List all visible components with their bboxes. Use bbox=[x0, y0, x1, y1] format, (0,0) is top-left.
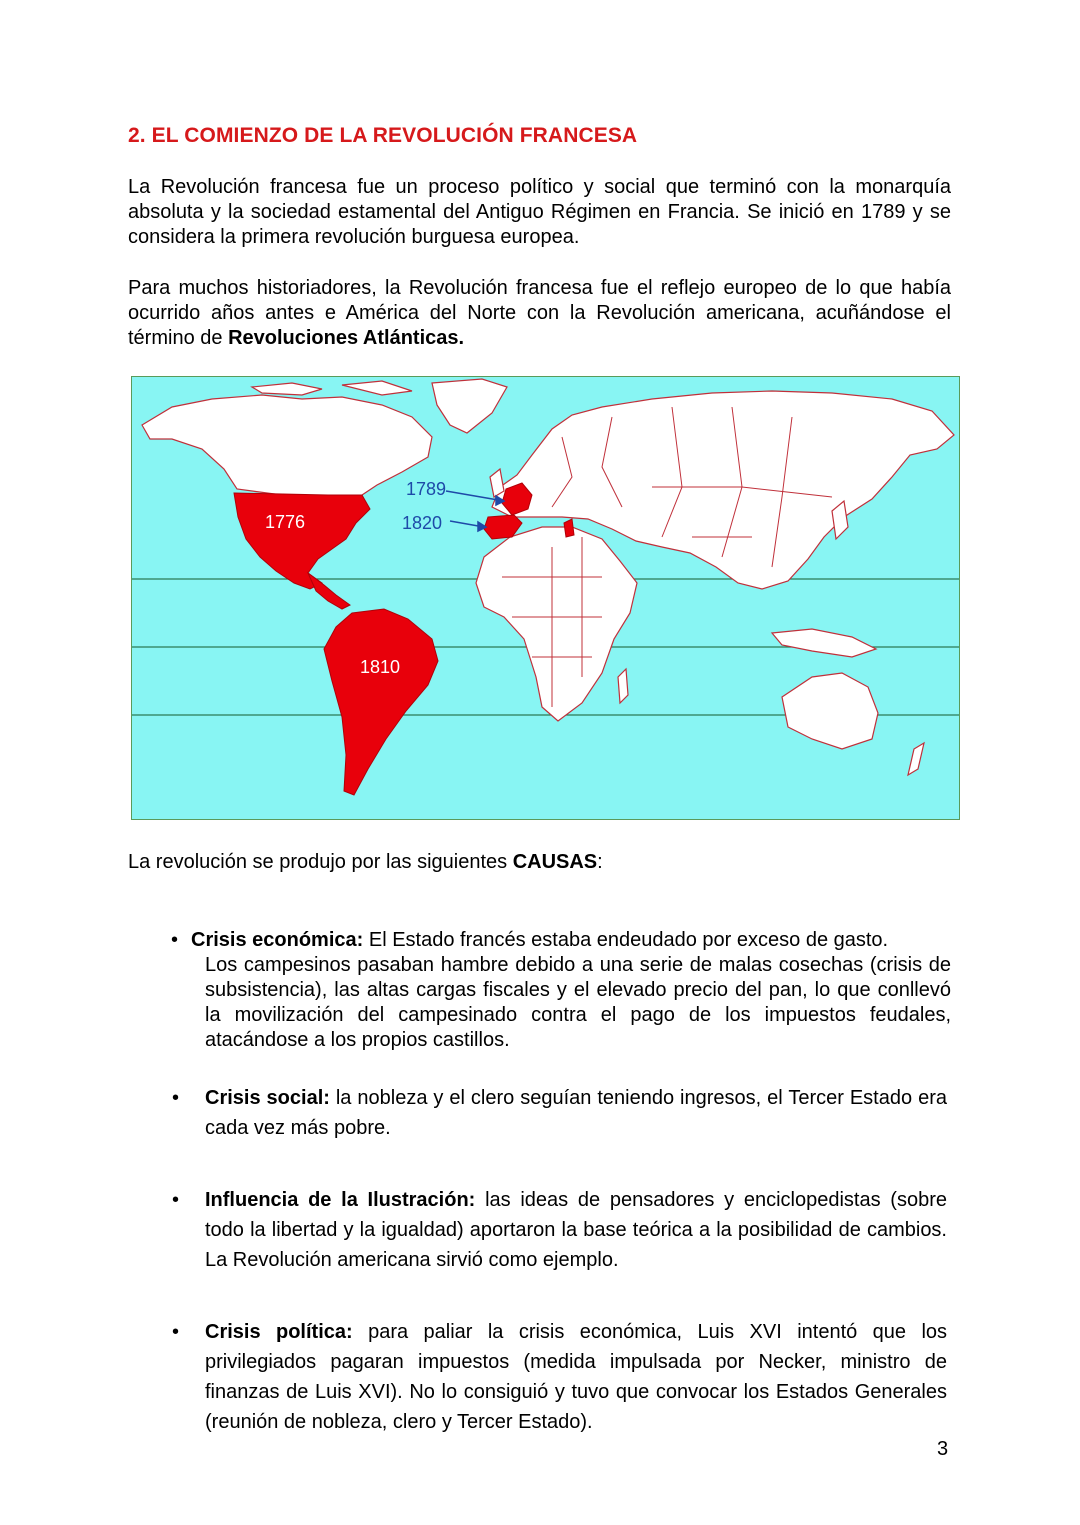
cause-title-economic: Crisis económica: bbox=[191, 929, 364, 951]
bullet-icon: • bbox=[172, 1321, 180, 1343]
cause-text-economic: El Estado francés estaba endeudado por exceso de gasto. bbox=[363, 929, 889, 951]
causes-keyword: CAUSAS bbox=[512, 851, 598, 873]
label-1810: 1810 bbox=[360, 657, 401, 677]
label-1820: 1820 bbox=[402, 513, 443, 533]
section-heading: 2. EL COMIENZO DE LA REVOLUCIÓN FRANCESA bbox=[128, 124, 638, 147]
world-map-svg bbox=[132, 377, 960, 820]
british-isles bbox=[490, 469, 504, 497]
cause-item-political bbox=[172, 1317, 948, 1437]
greece-highlight bbox=[564, 519, 574, 537]
cause-continuation-economic: Los campesinos pasaban hambre debido a una serie de malas cosechas (crisis de subsistencia), las altas cargas fiscales y el elevado precio del pan, lo que conllevó la movilización del campesinado contra el pago de los impuestos feudales, atacándose a los propios castillos. bbox=[205, 954, 951, 1051]
greenland bbox=[432, 379, 507, 433]
indonesia bbox=[772, 629, 876, 657]
bullet-icon: • bbox=[171, 929, 179, 951]
atlantic-revolutions-map bbox=[131, 376, 960, 820]
causes-intro-suffix: : bbox=[597, 851, 603, 873]
cause-title-political: Crisis política: bbox=[205, 1321, 353, 1343]
label-1789: 1789 bbox=[406, 479, 447, 499]
cause-item-economic bbox=[171, 928, 951, 1053]
cause-item-enlightenment bbox=[172, 1185, 947, 1275]
atlantic-revolutions-term: Revoluciones Atlánticas. bbox=[228, 327, 465, 349]
bullet-icon: • bbox=[172, 1087, 180, 1109]
cause-text-political: para paliar la crisis económica, Luis XVI intentó que los privilegiados pagaran impuestos (medida impulsada por Necker, ministro de finanzas de Luis XVI). No lo consiguió y tuvo que convocar los Estados Generales (reunión de nobleza, clero y Tercer Estado). bbox=[205, 1321, 948, 1433]
intro-paragraph: La Revolución francesa fue un proceso político y social que terminó con la monarquía absoluta y la sociedad estamental del Antiguo Régimen en Francia. Se inició en 1789 y se considera la primera revolución burguesa europea. bbox=[128, 176, 951, 248]
causes-intro bbox=[128, 851, 603, 874]
causes-intro-text: La revolución se produjo por las siguientes bbox=[128, 851, 513, 873]
south-america-highlight bbox=[324, 609, 438, 795]
australia bbox=[782, 673, 878, 749]
usa-mexico-highlight bbox=[234, 493, 370, 589]
page-number: 3 bbox=[937, 1438, 949, 1460]
africa bbox=[476, 527, 637, 721]
cause-text-social: la nobleza y el clero seguían teniendo ingresos, el Tercer Estado era cada vez más pobre. bbox=[205, 1087, 947, 1139]
historians-paragraph-text: Para muchos historiadores, la Revolución francesa fue el reflejo europeo de lo que había ocurrido años antes e América del Norte con la Revolución americana, acuñándose el término de bbox=[128, 277, 951, 349]
cause-title-social: Crisis social: bbox=[205, 1087, 330, 1109]
arctic-islands bbox=[252, 381, 412, 395]
historians-paragraph bbox=[128, 276, 951, 351]
new-zealand bbox=[908, 743, 924, 775]
madagascar bbox=[618, 669, 628, 703]
label-1776: 1776 bbox=[265, 512, 306, 532]
cause-title-enlightenment: Influencia de la Ilustración: bbox=[205, 1189, 476, 1211]
canada-landmass bbox=[142, 395, 432, 497]
cause-item-social bbox=[172, 1083, 947, 1143]
bullet-icon: • bbox=[172, 1189, 180, 1211]
cause-text-enlightenment: las ideas de pensadores y enciclopedistas (sobre todo la libertad y la igualdad) aportaron la base teórica a la posibilidad de cambios. La Revolución americana sirvió como ejemplo. bbox=[205, 1189, 947, 1271]
